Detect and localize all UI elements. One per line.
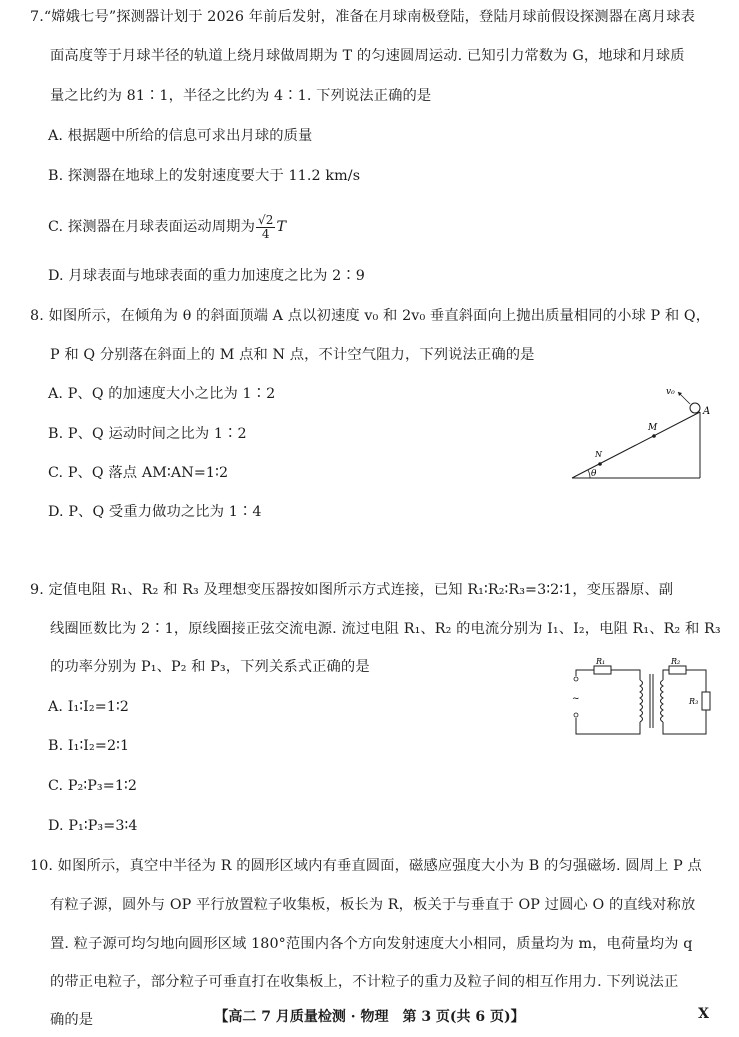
q7-option-a: A. 根据题中所给的信息可求出月球的质量 xyxy=(48,128,313,144)
secondary-coil xyxy=(661,680,664,722)
secondary-top-left-wire xyxy=(663,670,669,680)
angle-arc xyxy=(588,470,590,478)
q9-option-b: B. I₁∶I₂=2∶1 xyxy=(48,738,130,754)
q7-option-c-period: T xyxy=(276,219,287,235)
q8-option-d: D. P、Q 受重力做功之比为 1∶4 xyxy=(48,504,262,520)
label-n: N xyxy=(595,450,602,459)
q7-option-c-fraction xyxy=(256,214,275,241)
q9-stem-line1: 9. 定值电阻 R₁、R₂ 和 R₃ 及理想变压器按如图所示方式连接，已知 R₁∶R₂∶R₃=3∶2∶1，变压器原、副 xyxy=(30,582,674,598)
q9-option-c: C. P₂∶P₃=1∶2 xyxy=(48,778,138,794)
q7-option-c-text: C. 探测器在月球表面运动周期为 xyxy=(48,219,255,235)
q8-stem-line1: 8. 如图所示，在倾角为 θ 的斜面顶端 A 点以初速度 v₀ 和 2v₀ 垂直斜面向上抛出质量相同的小球 P 和 Q， xyxy=(30,308,711,324)
q9-stem-line2: 线圈匝数比为 2∶1，原线圈接正弦交流电源. 流过电阻 R₁、R₂ 的电流分别为 I₁、I₂，电阻 R₁、R₂ 和 R₃ xyxy=(50,621,721,637)
q8-stem-line2: P 和 Q 分别落在斜面上的 M 点和 N 点，不计空气阻力，下列说法正确的是 xyxy=(50,347,535,363)
label-r1: R₁ xyxy=(596,657,606,666)
resistor-r3 xyxy=(702,692,710,710)
point-n-dot xyxy=(598,462,602,466)
transformer-circuit-figure xyxy=(564,656,716,742)
q10-stem-line5: 确的是 xyxy=(50,1012,94,1028)
q9-option-a: A. I₁∶I₂=1∶2 xyxy=(48,699,129,715)
fraction-denominator: 4 xyxy=(261,226,270,241)
ac-source-symbol: ~ xyxy=(572,694,580,704)
label-r3: R₃ xyxy=(689,697,699,706)
footer-title: 【高二 7 月质量检测 · 物理 第 3 页(共 6 页)】 xyxy=(214,1009,525,1025)
q7-option-d: D. 月球表面与地球表面的重力加速度之比为 2∶9 xyxy=(48,268,365,284)
q10-stem-line4: 的带正电粒子，部分粒子可垂直打在收集板上，不计粒子的重力及粒子间的相互作用力. 下列说法正 xyxy=(50,974,679,990)
q9-stem-line3: 的功率分别为 P₁、P₂ 和 P₃，下列关系式正确的是 xyxy=(50,659,370,675)
footer-mark: X xyxy=(698,1006,709,1022)
label-m: M xyxy=(648,423,658,433)
primary-top-right-wire xyxy=(611,670,640,680)
label-v0: v₀ xyxy=(666,387,675,397)
incline-figure xyxy=(562,372,712,484)
q10-stem-line3: 置. 粒子源可均匀地向圆形区域 180°范围内各个方向发射速度大小相同，质量均为 m，电荷量均为 q xyxy=(50,936,693,952)
q7-option-b: B. 探测器在地球上的发射速度要大于 11.2 km/s xyxy=(48,168,361,184)
label-r2: R₂ xyxy=(671,657,681,666)
q7-option-c xyxy=(48,211,286,243)
primary-coil xyxy=(640,680,643,722)
primary-bottom-wire xyxy=(576,718,640,734)
q8-option-b: B. P、Q 运动时间之比为 1∶2 xyxy=(48,426,247,442)
secondary-bottom-wire xyxy=(663,710,706,734)
point-m-dot xyxy=(652,434,656,438)
q7-stem-line2: 面高度等于月球半径的轨道上绕月球做周期为 T 的匀速圆周运动. 已知引力常数为 G，地球和月球质 xyxy=(50,48,685,64)
source-terminal-bottom xyxy=(574,713,578,717)
q10-stem-line1: 10. 如图所示，真空中半径为 R 的圆形区域内有垂直圆面，磁感应强度大小为 B 的匀强磁场. 圆周上 P 点 xyxy=(30,858,702,874)
q8-option-a: A. P、Q 的加速度大小之比为 1∶2 xyxy=(48,386,276,402)
fraction-numerator: √2 xyxy=(257,212,274,227)
resistor-r1 xyxy=(594,666,611,674)
primary-top-left-wire xyxy=(576,670,594,676)
q8-option-c: C. P、Q 落点 AM∶AN=1∶2 xyxy=(48,465,229,481)
label-a: A xyxy=(703,406,711,417)
label-theta: θ xyxy=(591,469,597,479)
ball-circle xyxy=(690,403,700,413)
source-terminal-top xyxy=(574,677,578,681)
q7-stem-line3: 量之比约为 81∶1，半径之比约为 4∶1. 下列说法正确的是 xyxy=(50,88,432,104)
q7-stem-line1: 7.“嫦娥七号”探测器计划于 2026 年前后发射，准备在月球南极登陆，登陆月球前假设探测器在离月球表 xyxy=(30,9,695,25)
resistor-r2 xyxy=(669,666,686,674)
q9-option-d: D. P₁∶P₃=3∶4 xyxy=(48,818,138,834)
secondary-top-right-wire xyxy=(686,670,706,692)
q10-stem-line2: 有粒子源，圆外与 OP 平行放置粒子收集板，板长为 R，板关于与垂直于 OP 过圆心 O 的直线对称放 xyxy=(50,897,696,913)
